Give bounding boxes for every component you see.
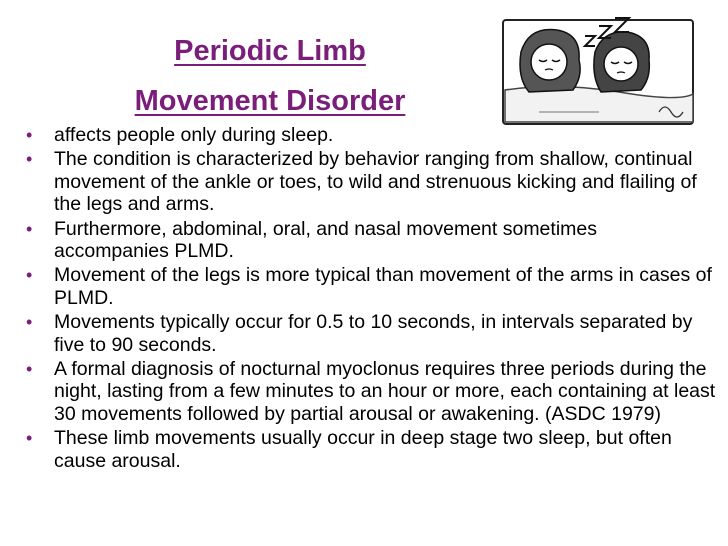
bullet-item: • affects people only during sleep. (26, 124, 716, 146)
bullet-item: • Movements typically occur for 0.5 to 10 seconds, in intervals separated by five to 90 seconds. (26, 311, 716, 356)
bullet-item: • A formal diagnosis of nocturnal myoclonus requires three periods during the night, lasting from a few minutes to an hour or more, each containing at least 30 movements followed by partial arousal or awakening. (ASDC 1979) (26, 358, 716, 425)
title-line-2: Movement Disorder (134, 85, 406, 117)
bullet-item: • The condition is characterized by behavior ranging from shallow, continual movement of the ankle or toes, to wild and strenuous kicking and flailing of the legs and arms. (26, 148, 716, 215)
slide-title (90, 26, 450, 126)
bullet-list (26, 124, 716, 474)
bullet-item: • Furthermore, abdominal, oral, and nasal movement sometimes accompanies PLMD. (26, 218, 716, 263)
sleeping-children-cartoon-icon (499, 12, 699, 132)
bullet-item: • These limb movements usually occur in deep stage two sleep, but often cause arousal. (26, 427, 716, 472)
title-line-1: Periodic Limb (174, 35, 366, 67)
bullet-item: • Movement of the legs is more typical than movement of the arms in cases of PLMD. (26, 264, 716, 309)
